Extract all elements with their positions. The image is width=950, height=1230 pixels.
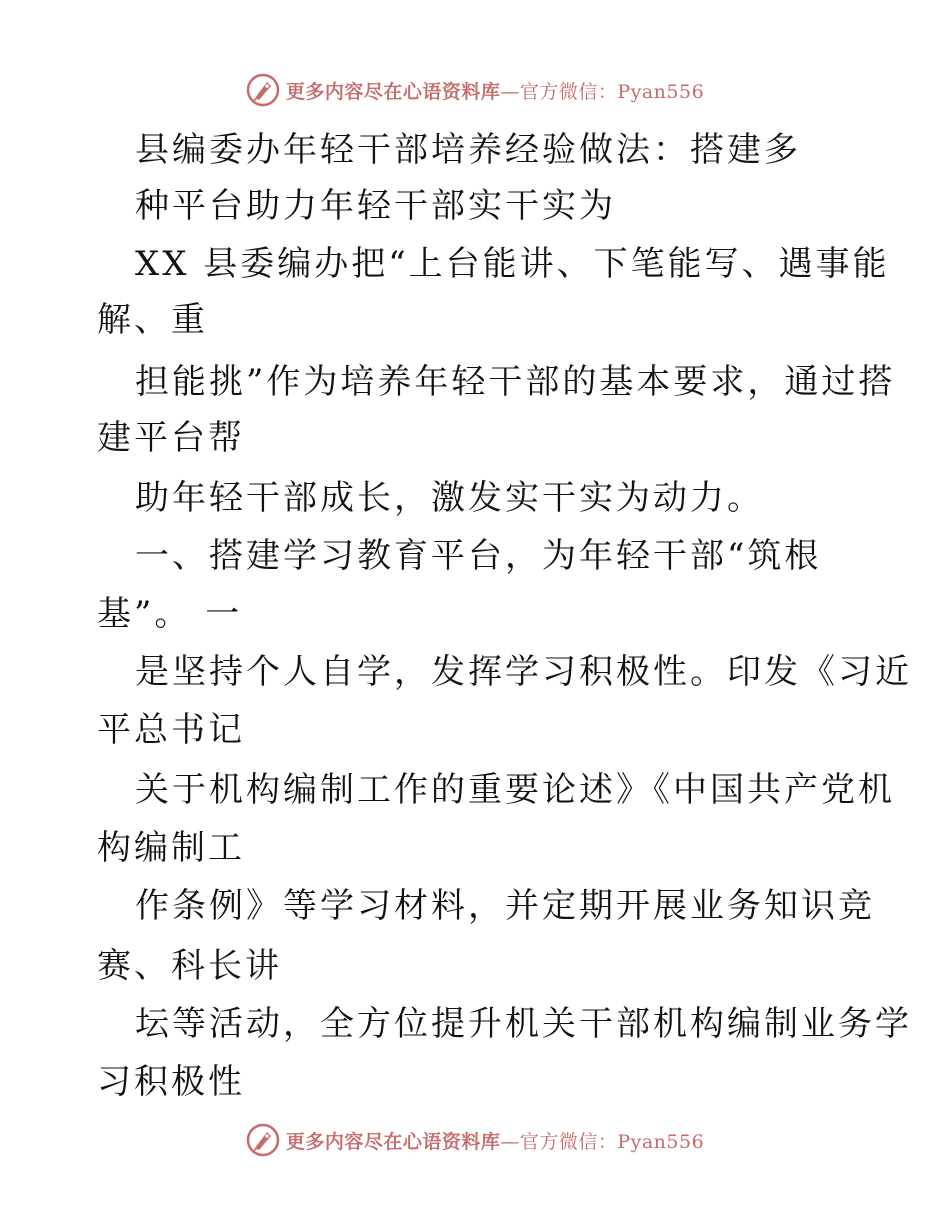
header-watermark (0, 68, 950, 112)
watermark-brand: 更多内容尽在心语资料库 (285, 1130, 501, 1153)
text-line: 构编制工 (97, 828, 245, 868)
footer-watermark (0, 1118, 950, 1162)
text-line: 担能挑”作为培养年轻干部的基本要求，通过搭 (135, 362, 896, 402)
text-line: 助年轻干部成长，激发实干实为动力。 (135, 478, 764, 518)
text-line: 习积极性 (97, 1062, 245, 1102)
fountain-pen-logo-icon (246, 73, 280, 107)
text-line: 解、重 (97, 300, 208, 340)
text-line: 关于机构编制工作的重要论述》《中国共产党机 (135, 770, 895, 810)
text-line: 种平台助力年轻干部实干实为 (135, 186, 616, 226)
text-line: XX 县委编办把“上台能讲、下笔能写、遇事能 (135, 244, 890, 284)
watermark-separator: — (500, 1130, 520, 1153)
watermark-contact: 官方微信：Pyan556 (519, 80, 705, 103)
watermark-text (286, 77, 704, 104)
text-line: 建平台帮 (97, 418, 245, 458)
text-line: 一、搭建学习教育平台，为年轻干部“筑根 (135, 536, 822, 576)
watermark-brand: 更多内容尽在心语资料库 (285, 80, 501, 103)
fountain-pen-logo-icon (246, 1123, 280, 1157)
watermark-text (286, 1127, 704, 1154)
text-line: 平总书记 (97, 710, 245, 750)
text-line: 基”。 一 (97, 594, 243, 634)
text-line: 是坚持个人自学，发挥学习积极性。印发《习近 (135, 652, 912, 692)
text-line: 作条例》等学习材料，并定期开展业务知识竞 (135, 886, 875, 926)
text-line: 坛等活动，全方位提升机关干部机构编制业务学 (135, 1004, 912, 1044)
text-line: 赛、科长讲 (97, 946, 282, 986)
text-line: 县编委办年轻干部培养经验做法：搭建多 (135, 130, 801, 170)
watermark-contact: 官方微信：Pyan556 (519, 1130, 705, 1153)
watermark-separator: — (500, 80, 520, 103)
